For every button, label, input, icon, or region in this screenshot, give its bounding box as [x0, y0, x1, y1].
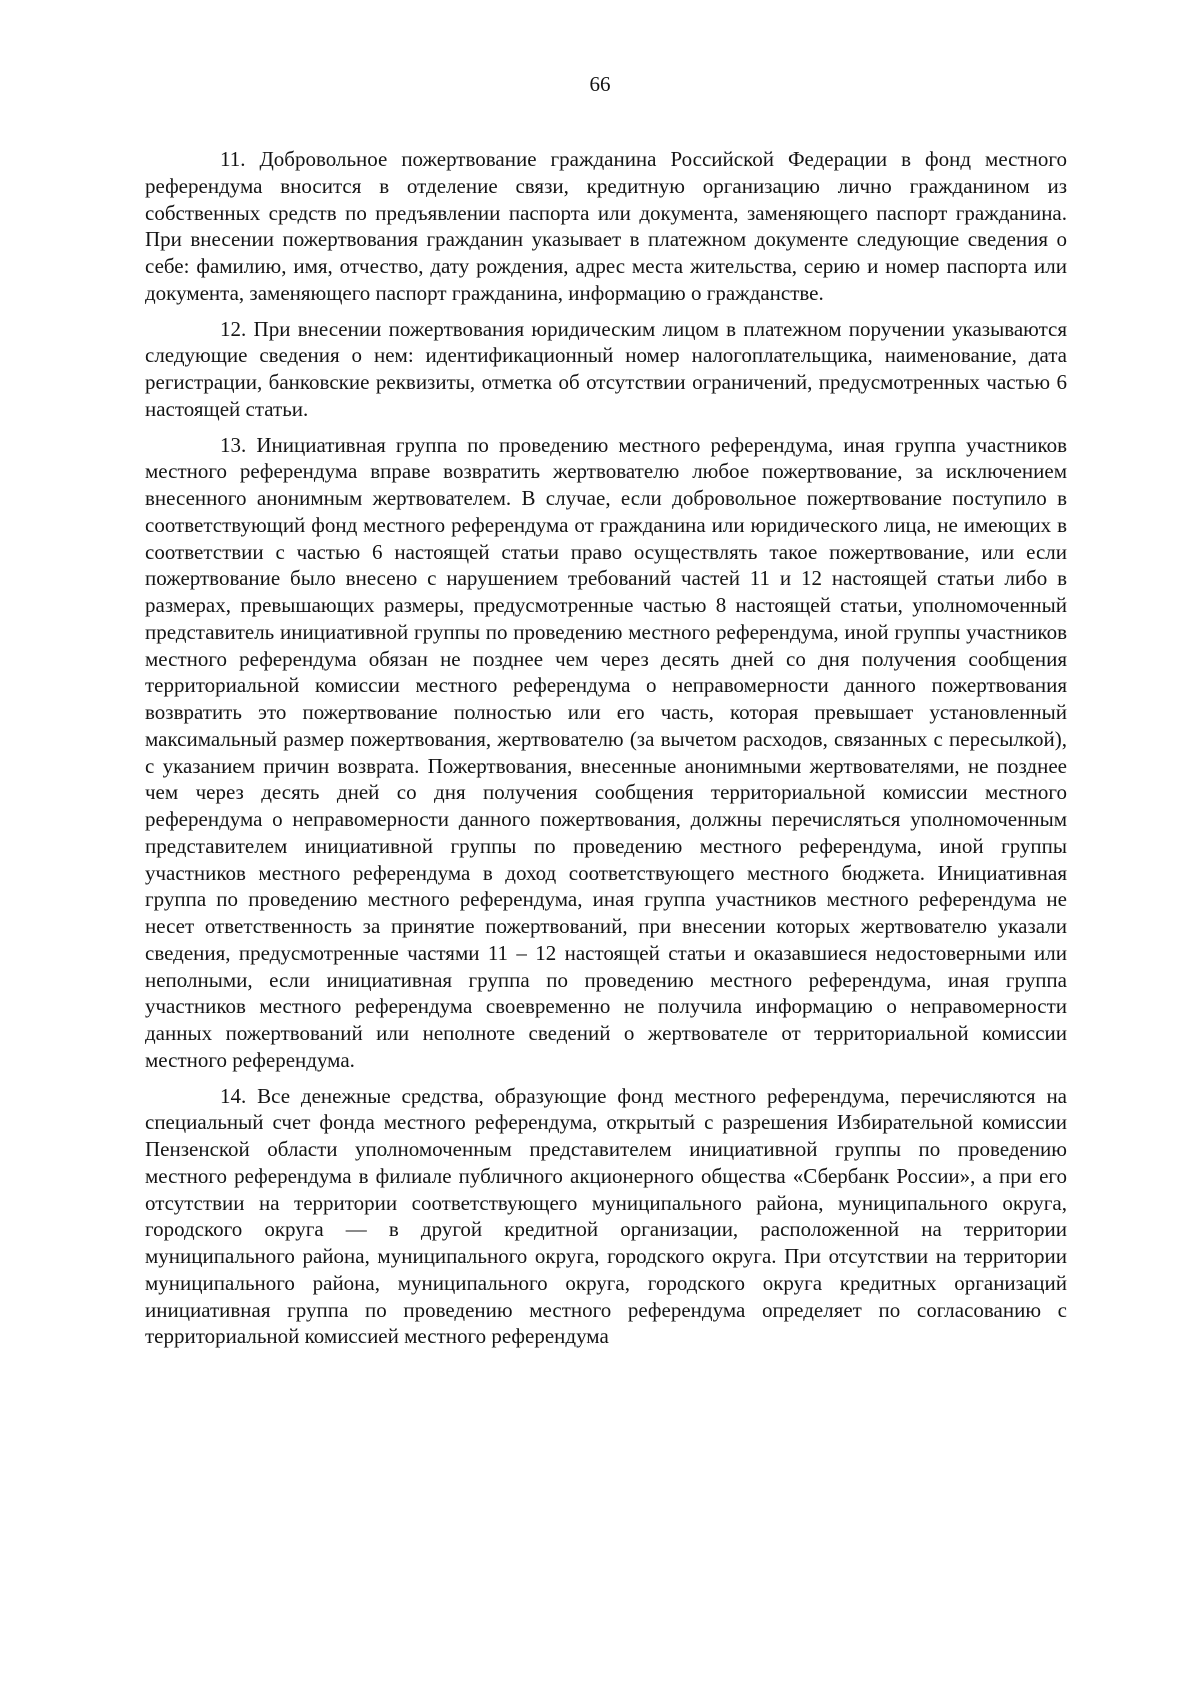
paragraph-13: 13. Инициативная группа по проведению местного референдума, иная группа участников местного референдума вправе возвратить жертвователю любое пожертвование, за исключением внесенного анонимным жертвователем. В случае, если добровольное пожертвование поступило в соответствующий фонд местного референдума от гражданина или юридического лица, не имеющих в соответствии с частью 6 настоящей статьи право осуществлять такое пожертвование, или если пожертвование было внесено с нарушением требований частей 11 и 12 настоящей статьи либо в размерах, превышающих размеры, предусмотренные частью 8 настоящей статьи, уполномоченный представитель инициативной группы по проведению местного референдума, иной группы участников местного референдума обязан не позднее чем через десять дней со дня получения сообщения территориальной комиссии местного референдума о неправомерности данного пожертвования возвратить это пожертвование полностью или его часть, которая превышает установленный максимальный размер пожертвования, жертвователю (за вычетом расходов, связанных с пересылкой), с указанием причин возврата. Пожертвования, внесенные анонимными жертвователями, не позднее чем через десять дней со дня получения сообщения территориальной комиссии местного референдума о неправомерности данного пожертвования, должны перечисляться уполномоченным представителем инициативной группы по проведению местного референдума, иной группы участников местного референдума в доход соответствующего местного бюджета. Инициативная группа по проведению местного референдума, иная группа участников местного референдума не несет ответственность за принятие пожертвований, при внесении которых жертвователю указали сведения, предусмотренные частями 11 – 12 настоящей статьи и оказавшиеся недостоверными или неполными, если инициативная группа по проведению местного референдума, иная группа участников местного референдума своевременно не получила информацию о неправомерности данных пожертвований или неполноте сведений о жертвователе от территориальной комиссии местного референдума. — [145, 432, 1067, 1072]
paragraph-14: 14. Все денежные средства, образующие фонд местного референдума, перечисляются на специальный счет фонда местного референдума, открытый с разрешения Избирательной комиссии Пензенской области уполномоченным представителем инициативной группы по проведению местного референдума в филиале публичного акционерного общества «Сбербанк России», а при его отсутствии на территории соответствующего муниципального района, муниципального округа, городского округа — в другой кредитной организации, расположенной на территории муниципального района, муниципального округа, городского округа. При отсутствии на территории муниципального района, муниципального округа, городского округа кредитных организаций инициативная группа по проведению местного референдума определяет по согласованию с территориальной комиссией местного референдума — [145, 1083, 1067, 1349]
paragraph-12: 12. При внесении пожертвования юридическим лицом в платежном поручении указываются следующие сведения о нем: идентификационный номер налогоплательщика, наименование, дата регистрации, банковские реквизиты, отметка об отсутствии ограничений, предусмотренных частью 6 настоящей статьи. — [145, 316, 1067, 421]
document-body — [145, 146, 1067, 1359]
page-number: 66 — [589, 72, 611, 96]
paragraph-11: 11. Добровольное пожертвование гражданина Российской Федерации в фонд местного референдума вносится в отделение связи, кредитную организацию лично гражданином из собственных средств по предъявлении паспорта или документа, заменяющего паспорт гражданина. При внесении пожертвования гражданин указывает в платежном документе следующие сведения о себе: фамилию, имя, отчество, дату рождения, адрес места жительства, серию и номер паспорта или документа, заменяющего паспорт гражданина, информацию о гражданстве. — [145, 147, 1067, 305]
